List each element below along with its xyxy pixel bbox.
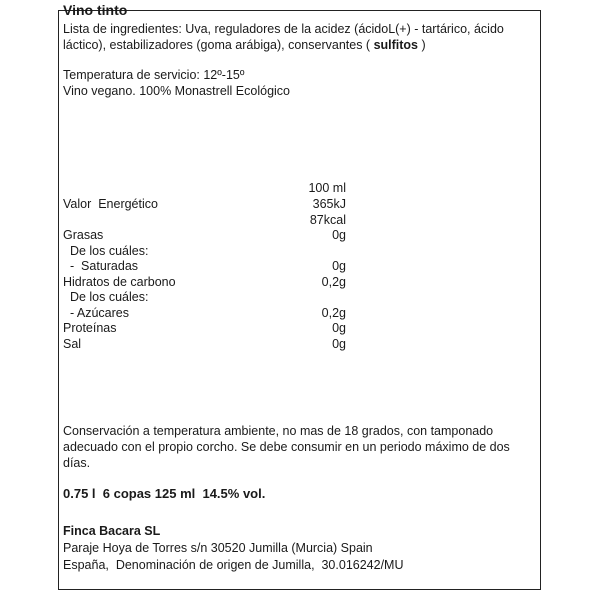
- conservation-line-1: Conservación a temperatura ambiente, no mas de 18 grados, con tamponado: [63, 424, 494, 438]
- nutrition-per-label: 100 ml: [308, 181, 346, 195]
- ingredients-line-2: [63, 38, 426, 53]
- nutrition-row-value: 0g: [332, 259, 346, 273]
- nutrition-row-label: De los cuáles:: [63, 243, 149, 258]
- nutrition-row-value: 0g: [332, 336, 346, 351]
- volume-info: 0.75 l 6 copas 125 ml 14.5% vol.: [63, 486, 266, 501]
- product-title: Vino tinto: [63, 2, 128, 18]
- nutrition-row-value: 365kJ: [312, 197, 346, 211]
- ingredients-text: láctico), estabilizadores (goma arábiga), conservantes (: [63, 38, 374, 52]
- vegan-line: Vino vegano. 100% Monastrell Ecológico: [63, 84, 290, 98]
- conservation-line-3: días.: [63, 456, 91, 470]
- nutrition-row-label: Sal: [63, 336, 82, 351]
- ingredients-close: ): [418, 38, 426, 52]
- conservation-line-2: adecuado con el propio corcho. Se debe consumir en un periodo máximo de dos: [63, 440, 510, 454]
- nutrition-row-value: 0,2g: [321, 274, 346, 289]
- producer-name: Finca Bacara SL: [63, 524, 161, 538]
- nutrition-row-value: 0g: [332, 321, 346, 335]
- nutrition-row-value: 0,2g: [321, 305, 346, 320]
- nutrition-row-label: - Azúcares: [63, 305, 129, 320]
- ingredients-line-1: Lista de ingredientes: Uva, reguladores de la acidez (ácidoL(+) - tartárico, ácido: [63, 22, 504, 36]
- nutrition-row-label: - Saturadas: [63, 259, 139, 273]
- nutrition-row-label: De los cuáles:: [63, 290, 149, 304]
- allergen-sulfitos: sulfitos: [373, 38, 419, 52]
- nutrition-row-label: Grasas: [63, 228, 104, 242]
- nutrition-row-value: 0g: [332, 228, 346, 242]
- producer-address: Paraje Hoya de Torres s/n 30520 Jumilla (Murcia) Spain: [63, 541, 373, 555]
- nutrition-row-label: Hidratos de carbono: [63, 274, 176, 289]
- nutrition-row-label: Proteínas: [63, 321, 117, 335]
- nutrition-row-value: 87kcal: [309, 212, 346, 227]
- serving-temperature: Temperatura de servicio: 12º-15º: [63, 68, 245, 82]
- designation-origin: España, Denominación de origen de Jumilla, 30.016242/MU: [63, 558, 404, 572]
- nutrition-row-label: Valor Energético: [63, 197, 158, 211]
